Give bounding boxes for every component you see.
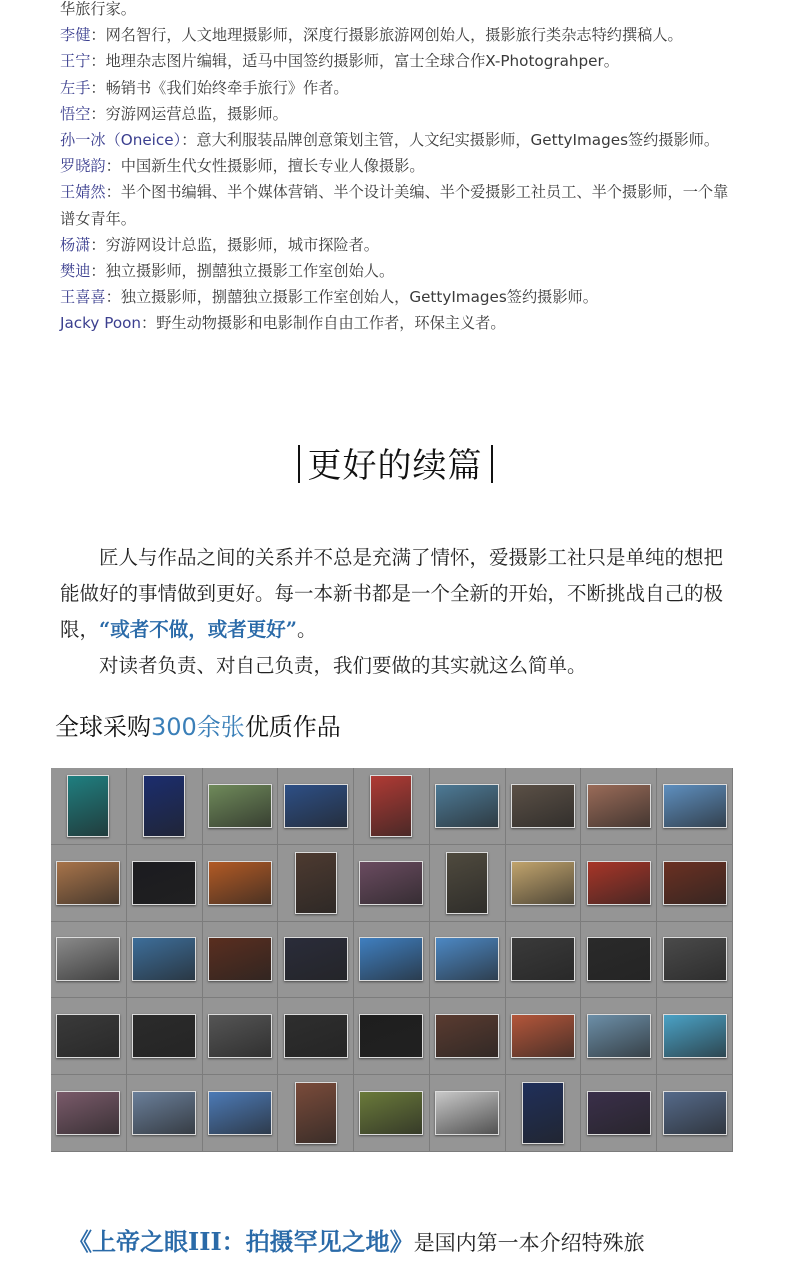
section-heading: [0, 438, 790, 487]
photo-cell[interactable]: [127, 922, 203, 999]
contributor-entry: [60, 101, 730, 127]
photo-cell[interactable]: [581, 845, 657, 922]
contributor-name: 李健: [60, 26, 91, 45]
gallery-title-pre: 全球采购: [55, 713, 151, 741]
contributor-entry: [60, 179, 730, 231]
contributor-description: ：独立摄影师，捌囍独立摄影工作室创始人，GettyImages签约摄影师。: [105, 288, 598, 307]
contributor-description: ：野生动物摄影和电影制作自由工作者，环保主义者。: [141, 314, 506, 333]
contributor-description: ：中国新生代女性摄影师，擅长专业人像摄影。: [105, 157, 425, 176]
photo-cell[interactable]: [51, 845, 127, 922]
photo-thumbnail[interactable]: [56, 1014, 120, 1058]
contributor-name: 悟空: [60, 104, 91, 123]
contributor-entry: [60, 127, 730, 153]
photo-thumbnail[interactable]: [359, 861, 423, 905]
contributor-list: [60, 0, 730, 337]
contributor-entry: [60, 284, 730, 310]
contributor-description: ：畅销书《我们始终牵手旅行》作者。: [90, 78, 349, 97]
photo-thumbnail[interactable]: [522, 1082, 564, 1144]
intro-paragraph-1: [60, 540, 730, 648]
contributor-entry: [60, 232, 730, 258]
gallery-title-post: 优质作品: [244, 713, 341, 741]
contributor-description: ：独立摄影师，捌囍独立摄影工作室创始人。: [90, 262, 395, 281]
photo-cell[interactable]: [278, 922, 354, 999]
heading-bar-right: [491, 445, 493, 483]
photo-cell[interactable]: [127, 845, 203, 922]
photo-thumbnail[interactable]: [663, 784, 727, 828]
photo-cell[interactable]: [278, 1075, 354, 1152]
photo-thumbnail[interactable]: [359, 1091, 423, 1135]
photo-cell[interactable]: [51, 768, 127, 845]
section-heading-text: 更好的续篇: [307, 446, 483, 486]
intro-highlight: “或者不做，或者更好”: [99, 618, 297, 641]
photo-cell[interactable]: [657, 768, 733, 845]
photo-thumbnail[interactable]: [435, 937, 499, 981]
photo-thumbnail[interactable]: [132, 861, 196, 905]
photo-cell[interactable]: [51, 1075, 127, 1152]
photo-thumbnail[interactable]: [295, 1082, 337, 1144]
photo-thumbnail[interactable]: [284, 937, 348, 981]
photo-cell[interactable]: [203, 845, 279, 922]
photo-cell[interactable]: [506, 768, 582, 845]
photo-cell[interactable]: [203, 998, 279, 1075]
photo-thumbnail[interactable]: [132, 1091, 196, 1135]
photo-thumbnail[interactable]: [284, 784, 348, 828]
gallery-title: [55, 707, 341, 742]
photo-cell[interactable]: [203, 922, 279, 999]
photo-cell[interactable]: [203, 768, 279, 845]
photo-cell[interactable]: [51, 998, 127, 1075]
contributor-name: 王喜喜: [60, 288, 106, 307]
intro-text: [60, 540, 730, 684]
contributor-entry: [60, 0, 730, 22]
photo-cell[interactable]: [657, 922, 733, 999]
book-intro-text: 是国内第一本介绍特殊旅: [413, 1231, 645, 1255]
photo-thumbnail[interactable]: [435, 784, 499, 828]
photo-cell[interactable]: [657, 998, 733, 1075]
contributor-name: 樊迪: [60, 262, 91, 281]
contributor-name: Jacky Poon: [60, 314, 142, 333]
photo-cell[interactable]: [581, 768, 657, 845]
photo-thumbnail[interactable]: [587, 1014, 651, 1058]
photo-cell[interactable]: [354, 1075, 430, 1152]
photo-cell[interactable]: [506, 1075, 582, 1152]
photo-cell[interactable]: [506, 845, 582, 922]
photo-thumbnail[interactable]: [435, 1014, 499, 1058]
photo-thumbnail[interactable]: [446, 852, 488, 914]
contributor-description: ：地理杂志图片编辑，适马中国签约摄影师，富士全球合作X-Photograhper。: [90, 52, 619, 71]
photo-cell[interactable]: [278, 845, 354, 922]
photo-cell[interactable]: [657, 1075, 733, 1152]
photo-thumbnail[interactable]: [370, 775, 412, 837]
photo-thumbnail[interactable]: [663, 861, 727, 905]
intro-paragraph-2: 对读者负责、对自己负责，我们要做的其实就这么简单。: [99, 654, 587, 677]
contributor-name: 杨潇: [60, 235, 91, 254]
book-intro-line: [68, 1222, 768, 1257]
photo-cell[interactable]: [430, 998, 506, 1075]
intro-p1-text: 匠人与作品之间的关系并不总是充满了情怀，爱摄影工社只是单纯的想把能做好的事情做到更好。每一本新书都是一个全新的开始，不断挑战自己的极限，: [60, 546, 724, 641]
photo-cell[interactable]: [506, 998, 582, 1075]
photo-thumbnail[interactable]: [359, 937, 423, 981]
contributor-name: 孙一冰（Oneice）: [60, 131, 182, 150]
photo-thumbnail[interactable]: [587, 1091, 651, 1135]
photo-thumbnail[interactable]: [511, 1014, 575, 1058]
contributor-entry: [60, 153, 730, 179]
photo-cell[interactable]: [354, 998, 430, 1075]
photo-cell[interactable]: [430, 1075, 506, 1152]
intro-p1-end: 。: [296, 618, 317, 641]
photo-thumbnail[interactable]: [132, 937, 196, 981]
photo-thumbnail[interactable]: [56, 1091, 120, 1135]
photo-thumbnail[interactable]: [208, 784, 272, 828]
photo-thumbnail[interactable]: [663, 937, 727, 981]
photo-thumbnail[interactable]: [663, 1014, 727, 1058]
contributor-description: 华旅行家。: [60, 0, 136, 18]
photo-thumbnail[interactable]: [511, 861, 575, 905]
photo-cell[interactable]: [278, 998, 354, 1075]
photo-thumbnail[interactable]: [132, 1014, 196, 1058]
photo-cell[interactable]: [430, 845, 506, 922]
photo-thumbnail[interactable]: [67, 775, 109, 837]
photo-cell[interactable]: [127, 998, 203, 1075]
photo-thumbnail[interactable]: [663, 1091, 727, 1135]
photo-thumbnail[interactable]: [208, 861, 272, 905]
photo-cell[interactable]: [203, 1075, 279, 1152]
photo-cell[interactable]: [581, 1075, 657, 1152]
contributor-name: 王婧然: [60, 183, 106, 202]
photo-thumbnail[interactable]: [587, 784, 651, 828]
contributor-name: 罗晓韵: [60, 157, 106, 176]
photo-thumbnail[interactable]: [208, 937, 272, 981]
photo-thumbnail[interactable]: [587, 861, 651, 905]
contributor-description: ：网名智行，人文地理摄影师，深度行摄影旅游网创始人，摄影旅行类杂志特约撰稿人。: [90, 26, 683, 45]
photo-cell[interactable]: [581, 998, 657, 1075]
contributor-description: ：意大利服装品牌创意策划主管，人文纪实摄影师，GettyImages签约摄影师。: [181, 131, 720, 150]
photo-thumbnail[interactable]: [56, 937, 120, 981]
photo-cell[interactable]: [278, 768, 354, 845]
photo-thumbnail[interactable]: [208, 1091, 272, 1135]
photo-thumbnail[interactable]: [359, 1014, 423, 1058]
photo-cell[interactable]: [657, 845, 733, 922]
photo-thumbnail[interactable]: [143, 775, 185, 837]
contributor-entry: [60, 75, 730, 101]
photo-cell[interactable]: [506, 922, 582, 999]
photo-thumbnail[interactable]: [587, 937, 651, 981]
photo-cell[interactable]: [430, 922, 506, 999]
contributor-entry: [60, 258, 730, 284]
contributor-entry: [60, 48, 730, 74]
contributor-description: ：半个图书编辑、半个媒体营销、半个设计美编、半个爱摄影工社员工、半个摄影师，一个靠谱女青年。: [60, 183, 729, 228]
gallery-title-count: 300余张: [151, 713, 245, 741]
photo-thumbnail[interactable]: [435, 1091, 499, 1135]
photo-cell[interactable]: [354, 768, 430, 845]
contributor-description: ：穷游网设计总监，摄影师，城市探险者。: [90, 235, 379, 254]
contributor-name: 左手: [60, 78, 91, 97]
contributor-entry: [60, 22, 730, 48]
photo-cell[interactable]: [581, 922, 657, 999]
photo-cell[interactable]: [354, 845, 430, 922]
photo-cell[interactable]: [354, 922, 430, 999]
photo-cell[interactable]: [430, 768, 506, 845]
photo-thumbnail[interactable]: [208, 1014, 272, 1058]
photo-thumbnail[interactable]: [511, 937, 575, 981]
photo-cell[interactable]: [127, 1075, 203, 1152]
contributor-description: ：穷游网运营总监，摄影师。: [90, 104, 288, 123]
book-title: 《上帝之眼III：拍摄罕见之地》: [68, 1227, 414, 1256]
photo-contact-sheet: [51, 768, 733, 1152]
heading-bar-left: [298, 445, 300, 483]
photo-cell[interactable]: [51, 922, 127, 999]
photo-cell[interactable]: [127, 768, 203, 845]
photo-thumbnail[interactable]: [284, 1014, 348, 1058]
photo-thumbnail[interactable]: [295, 852, 337, 914]
contributor-name: 王宁: [60, 52, 91, 71]
photo-thumbnail[interactable]: [511, 784, 575, 828]
photo-thumbnail[interactable]: [56, 861, 120, 905]
contributor-entry: [60, 310, 730, 336]
